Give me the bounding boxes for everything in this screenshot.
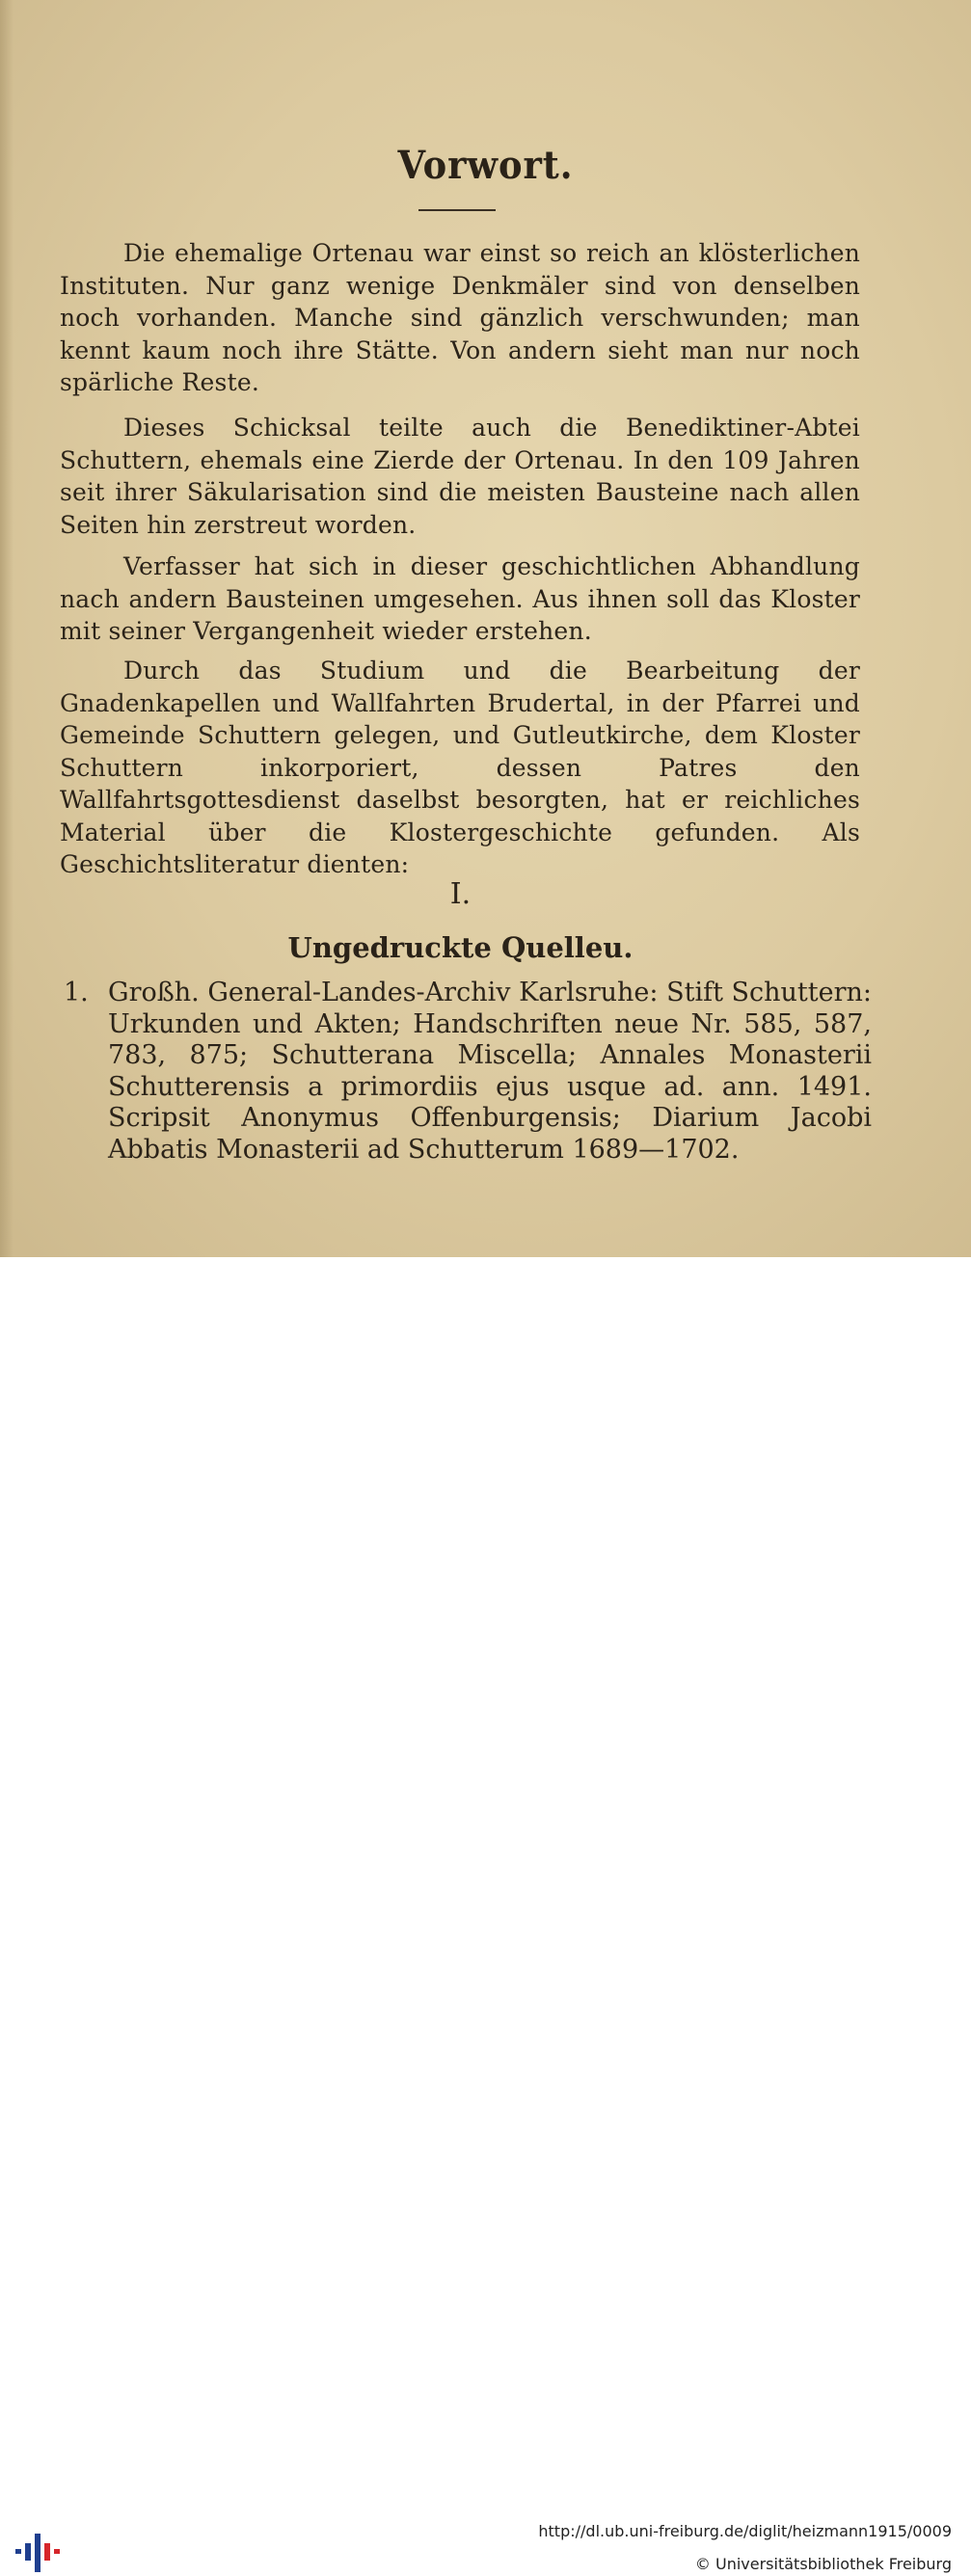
paragraph-2: Dieses Schicksal teilte auch die Benediktiner-Abtei Schuttern, ehemals eine Zierde der Ortenau. In den 109 Jahren seit ihrer Säkularisation sind die meisten Bausteine nach allen Seiten hin zerstreut worden. (60, 414, 860, 539)
footer-bar (0, 1257, 971, 2573)
title-rule (418, 209, 496, 211)
paragraph-3: Verfasser hat sich in dieser geschichtlichen Abhandlung nach andern Bausteinen umgesehen. Aus ihnen soll das Kloster mit seiner Vergangenheit wieder erstehen. (60, 552, 860, 645)
page-title: Vorwort. (397, 143, 574, 188)
list-item-number: 1. (64, 978, 89, 1007)
list-item-text: Großh. General-Landes-Archiv Karlsruhe: Stift Schuttern: Urkunden und Akten; Handschriften neue Nr. 585, 587, 783, 875; Schutterana Miscella; Annales Monasterii Schutterensis a primordiis ejus usque ad. ann. 1491. Scripsit Anonymus Offenburgensis; Diarium Jacobi Abbatis Monasterii ad Schutterum 1689—1702. (108, 978, 872, 1165)
section-title: Ungedruckte Quelleu. (287, 931, 634, 964)
paragraph-4: Durch das Studium und die Bearbeitung der Gnadenkapellen und Wallfahrten Brudertal, in der Pfarrei und Gemeinde Schuttern gelegen, und Gutleutkirche, dem Kloster Schuttern inkorporiert, dessen Patres den Wallfahrtsgottesdienst daselbst besorgten, hat er reichliches Material über die Klostergeschichte gefunden. Als Geschichtsliteratur dienten: (60, 657, 860, 878)
ub-freiburg-logo-icon (15, 2530, 62, 2576)
scanned-page (0, 0, 971, 1257)
permalink-link[interactable]: http://dl.ub.uni-freiburg.de/diglit/heizmann1915/0009 (538, 2522, 952, 2540)
paragraph-1: Die ehemalige Ortenau war einst so reich an klösterlichen Instituten. Nur ganz wenige Denkmäler sind von denselben noch vorhanden. Manche sind gänzlich verschwunden; man kennt kaum noch ihre Stätte. Von andern sieht man nur noch spärliche Reste. (60, 239, 860, 396)
copyright-notice: © Universitätsbibliothek Freiburg (694, 2555, 952, 2573)
section-numeral: I. (449, 877, 472, 911)
